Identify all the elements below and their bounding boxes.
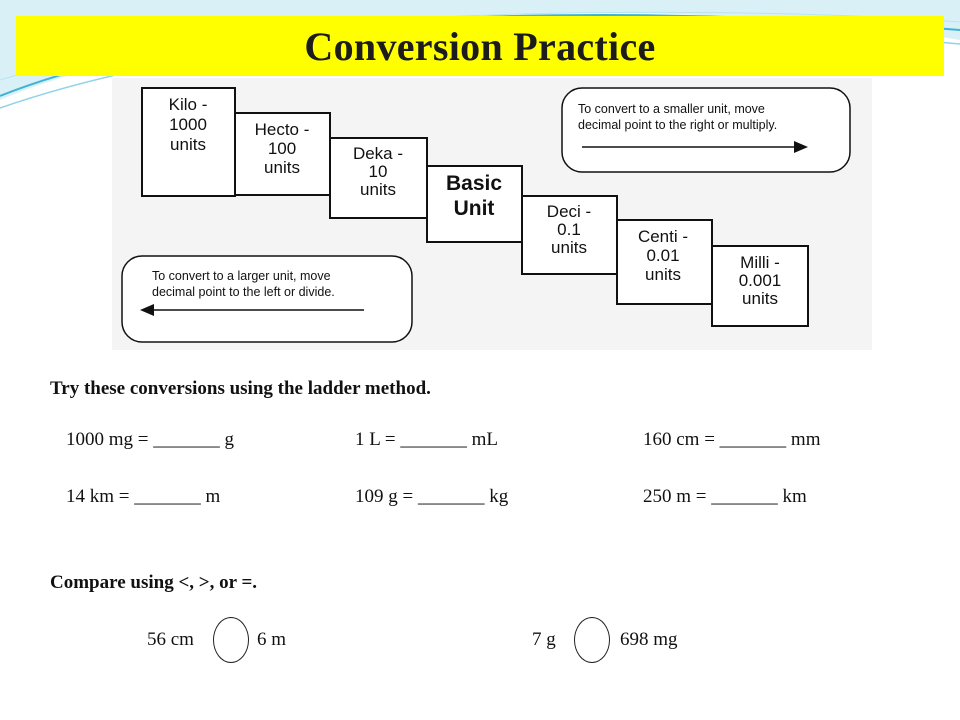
- step-text: units: [170, 135, 206, 154]
- step-text: Hecto -: [254, 120, 310, 139]
- title-banner: [16, 16, 944, 76]
- conversions-heading: Try these conversions using the ladder method.: [50, 378, 431, 399]
- compare-answer-circle[interactable]: [213, 617, 249, 663]
- conversion-problem: 1000 mg = _______ g: [66, 429, 234, 450]
- step-text: units: [742, 289, 778, 308]
- step-text: 1000: [169, 115, 207, 134]
- conversion-problem: 250 m = _______ km: [643, 486, 807, 507]
- compare-answer-circle[interactable]: [574, 617, 610, 663]
- step-text: Unit: [453, 197, 495, 220]
- compare-right-value: 6 m: [257, 629, 287, 650]
- step-text: units: [360, 180, 396, 199]
- ladder-svg: [112, 78, 872, 350]
- step-text: Kilo -: [168, 95, 208, 114]
- conversion-problem: 1 L = _______ mL: [355, 429, 499, 450]
- step-text: 10: [368, 162, 388, 181]
- compare-left-value: 56 cm: [147, 629, 194, 650]
- compare-right-value: 698 mg: [620, 629, 678, 650]
- larger-unit-note: [122, 256, 412, 342]
- smaller-unit-note: [562, 88, 850, 172]
- ladder-step-basic-unit: [427, 166, 522, 242]
- step-text: Deka -: [352, 144, 404, 163]
- note-text: decimal point to the left or divide.: [152, 285, 335, 299]
- step-text: 0.001: [738, 271, 782, 290]
- ladder-step-deci: [522, 196, 617, 274]
- step-text: 0.01: [646, 246, 680, 265]
- step-text: units: [264, 158, 300, 177]
- step-text: units: [551, 238, 587, 257]
- ladder-step-milli: [712, 246, 808, 326]
- step-text: 100: [267, 139, 297, 158]
- ladder-step-deka: [330, 138, 427, 218]
- conversion-problem: 109 g = _______ kg: [355, 486, 509, 507]
- metric-ladder-diagram: [112, 78, 872, 350]
- note-text: To convert to a larger unit, move: [152, 269, 331, 283]
- step-text: Deci -: [546, 202, 592, 221]
- step-text: Centi -: [637, 227, 689, 246]
- ladder-step-kilo: [142, 88, 235, 196]
- page-title: Conversion Practice: [304, 23, 656, 69]
- step-text: 0.1: [557, 220, 581, 239]
- ladder-step-centi: [617, 220, 712, 304]
- ladder-step-hecto: [235, 113, 330, 195]
- conversion-problem: 14 km = _______ m: [66, 486, 221, 507]
- step-text: Milli -: [740, 253, 780, 272]
- compare-heading: Compare using <, >, or =.: [50, 572, 258, 593]
- note-text: decimal point to the right or multiply.: [578, 118, 778, 132]
- step-text: Basic: [445, 172, 503, 195]
- compare-left-value: 7 g: [532, 629, 556, 650]
- step-text: units: [645, 265, 681, 284]
- conversion-problem: 160 cm = _______ mm: [643, 429, 821, 450]
- note-text: To convert to a smaller unit, move: [578, 102, 765, 116]
